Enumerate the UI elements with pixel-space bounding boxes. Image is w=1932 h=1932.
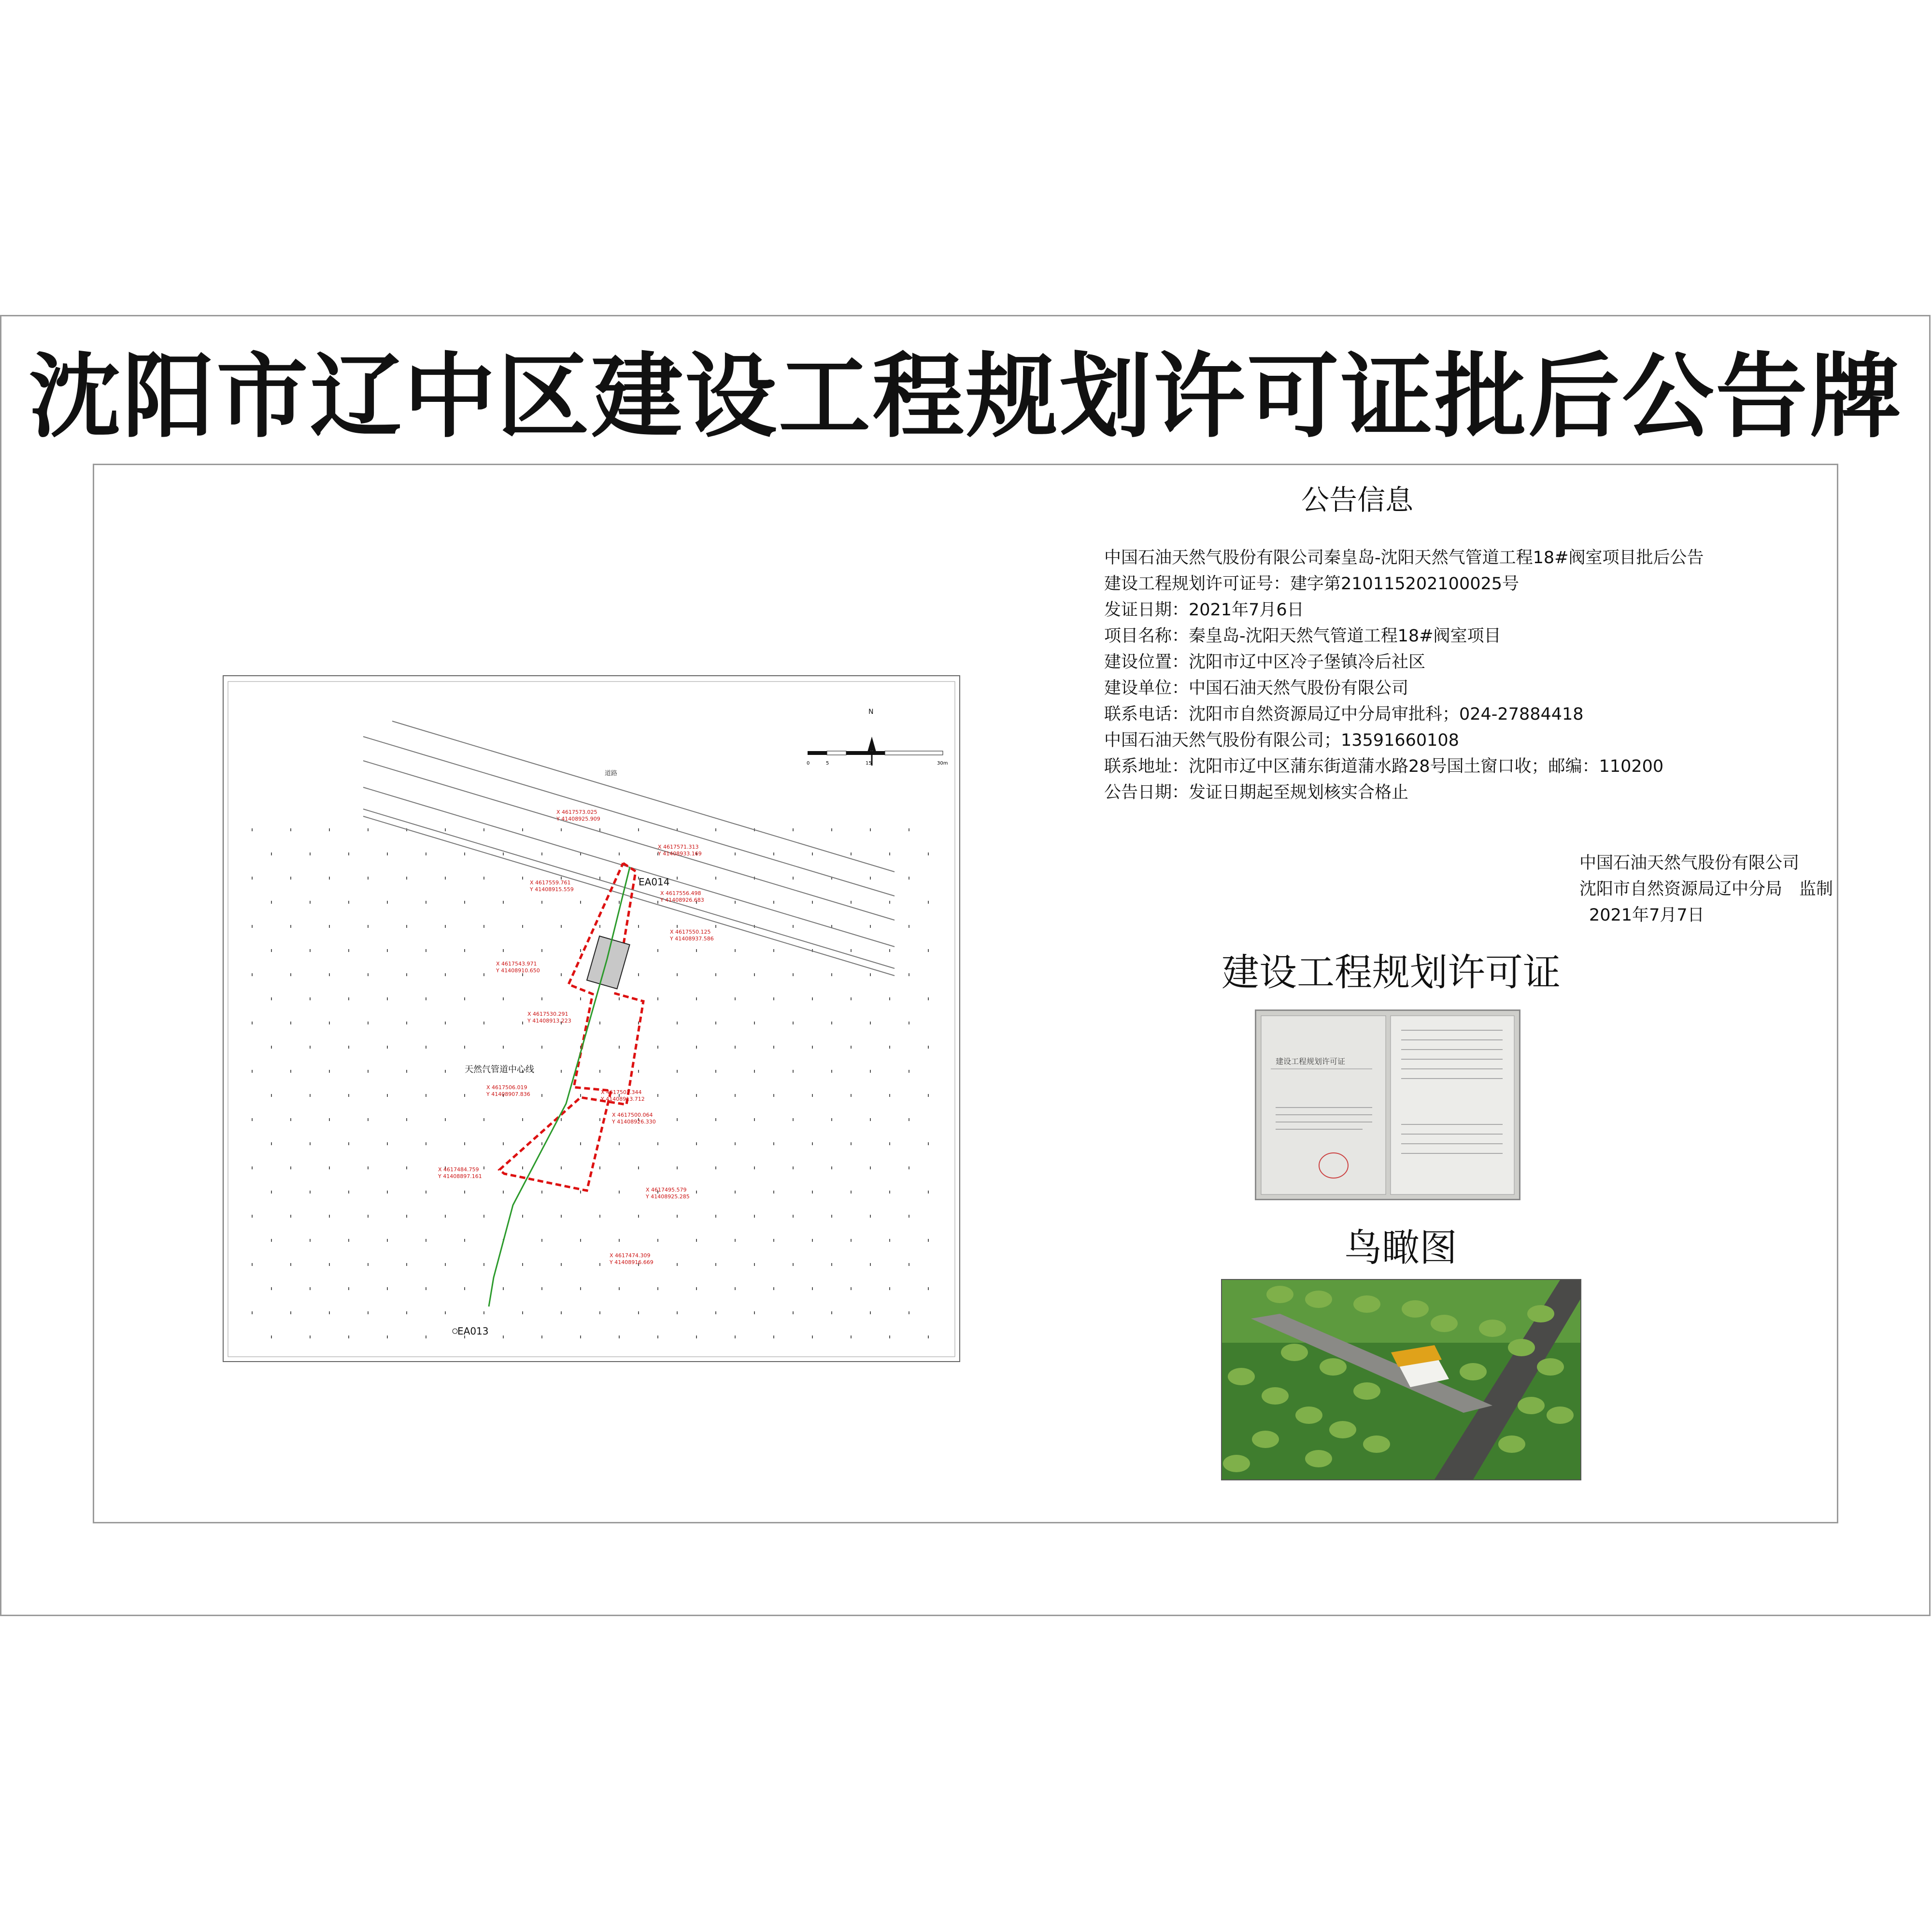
coord-y-9: Y 41408926.330 xyxy=(612,1119,656,1125)
info-line-notice-period: 公告日期：发证日期起至规划核实合格止 xyxy=(1104,783,1409,802)
info-line-announcement: 中国石油天然气股份有限公司秦皇岛-沈阳天然气管道工程18#阀室项目批后公告 xyxy=(1104,548,1704,568)
tree-icon xyxy=(1547,1406,1574,1424)
tree-icon xyxy=(1329,1421,1356,1438)
plan-inner-frame xyxy=(228,682,955,1357)
north-label: N xyxy=(868,708,874,716)
coord-x-8: X 4617503.344 xyxy=(601,1089,642,1095)
aerial-heading: 鸟瞰图 xyxy=(1344,1226,1457,1270)
scale-label-3: 30m xyxy=(937,761,948,766)
signoff-org-2: 沈阳市自然资源局辽中分局 监制 xyxy=(1579,880,1833,899)
aerial-render xyxy=(1222,1280,1580,1479)
permit-photo-image xyxy=(1256,1011,1519,1199)
tree-icon xyxy=(1431,1315,1458,1332)
info-line-location: 建设位置：沈阳市辽中区冷子堡镇冷后社区 xyxy=(1104,653,1426,672)
coord-y-5: Y 41408910.650 xyxy=(496,967,540,974)
aerial-view-image xyxy=(1221,1279,1581,1480)
scale-label-1: 5 xyxy=(826,761,829,766)
tree-icon xyxy=(1295,1406,1322,1424)
coord-y-6: Y 41408913.223 xyxy=(527,1018,571,1024)
board-title: 沈阳市辽中区建设工程规划许可证批后公告牌 xyxy=(28,343,1903,450)
tree-icon xyxy=(1508,1339,1535,1356)
coord-x-0: X 4617573.025 xyxy=(556,809,597,815)
permit-cover-title: 建设工程规划许可证 xyxy=(1276,1057,1346,1066)
info-line-builder: 建设单位：中国石油天然气股份有限公司 xyxy=(1104,679,1409,698)
tree-icon xyxy=(1252,1431,1279,1448)
site-plan-drawing xyxy=(218,669,966,1372)
tree-icon xyxy=(1402,1300,1429,1318)
notice-signoff xyxy=(1579,850,1850,928)
terrain-dot-grid xyxy=(252,828,928,1338)
coord-y-7: Y 41408907.836 xyxy=(486,1091,530,1097)
road-label: 道路 xyxy=(605,770,618,777)
coord-x-1: X 4617571.313 xyxy=(658,844,699,850)
info-line-company-phone: 中国石油天然气股份有限公司；13591660108 xyxy=(1104,731,1459,750)
permit-heading: 建设工程规划许可证 xyxy=(1221,951,1561,994)
tree-icon xyxy=(1228,1368,1255,1385)
pipeline-label: 天然气管道中心线 xyxy=(465,1065,534,1075)
station-bottom-label: EA013 xyxy=(457,1325,489,1337)
coord-x-5: X 4617543.971 xyxy=(496,961,537,967)
valve-room-building xyxy=(587,936,630,989)
signoff-org-1: 中国石油天然气股份有限公司 xyxy=(1579,853,1800,873)
info-line-project-name: 项目名称：秦皇岛-沈阳天然气管道工程18#阀室项目 xyxy=(1104,626,1501,646)
signoff-date: 2021年7月7日 xyxy=(1589,906,1705,925)
station-top-label: EA014 xyxy=(639,876,670,888)
notice-heading: 公告信息 xyxy=(1301,483,1413,516)
coord-y-12: Y 41408916.669 xyxy=(610,1259,653,1265)
coord-x-7: X 4617506.019 xyxy=(486,1084,527,1091)
tree-icon xyxy=(1281,1344,1308,1361)
coord-y-0: Y 41408925.909 xyxy=(556,816,600,822)
info-line-address: 联系地址：沈阳市辽中区蒲东街道蒲水路28号国土窗口收；邮编：110200 xyxy=(1104,757,1664,776)
coord-y-10: Y 41408897.161 xyxy=(438,1173,482,1179)
permit-photo xyxy=(1255,1009,1520,1200)
road-band xyxy=(363,721,895,976)
coordinate-callouts xyxy=(438,809,714,1265)
notice-info-list xyxy=(1104,545,1829,806)
coord-x-10: X 4617484.759 xyxy=(438,1166,479,1173)
tree-icon xyxy=(1537,1358,1564,1376)
coord-y-8: Y 41408913.712 xyxy=(601,1096,645,1102)
scale-label-2: 15 xyxy=(866,761,872,766)
tree-icon xyxy=(1518,1397,1545,1414)
tree-icon xyxy=(1320,1358,1347,1376)
coord-y-2: Y 41408915.559 xyxy=(530,886,574,893)
station-bottom-marker xyxy=(453,1329,457,1334)
scale-bar xyxy=(808,751,943,755)
coord-y-3: Y 41408926.683 xyxy=(660,897,704,903)
coord-x-11: X 4617495.579 xyxy=(646,1187,687,1193)
tree-icon xyxy=(1266,1286,1293,1303)
tree-icon xyxy=(1498,1435,1525,1453)
info-line-issue-date: 发证日期：2021年7月6日 xyxy=(1104,600,1304,620)
tree-icon xyxy=(1479,1320,1506,1337)
coord-y-1: Y 41408933.169 xyxy=(658,851,702,857)
tree-icon xyxy=(1305,1291,1332,1308)
coord-x-4: X 4617550.125 xyxy=(670,929,711,935)
tree-icon xyxy=(1305,1450,1332,1467)
tree-icon xyxy=(1353,1382,1380,1400)
tree-icon xyxy=(1353,1295,1380,1313)
coord-x-9: X 4617500.064 xyxy=(612,1112,653,1118)
info-line-permit-no: 建设工程规划许可证号：建字第210115202100025号 xyxy=(1104,574,1520,594)
tree-icon xyxy=(1262,1387,1289,1405)
tree-icon xyxy=(1223,1455,1250,1472)
tree-icon xyxy=(1527,1305,1554,1322)
coord-x-3: X 4617556.498 xyxy=(660,890,701,896)
tree-icon xyxy=(1460,1363,1487,1380)
coord-y-4: Y 41408937.586 xyxy=(670,936,714,942)
info-line-phone: 联系电话：沈阳市自然资源局辽中分局审批科；024-27884418 xyxy=(1104,705,1584,724)
scale-label-0: 0 xyxy=(807,761,810,766)
coord-x-6: X 4617530.291 xyxy=(527,1011,568,1017)
coord-x-12: X 4617474.309 xyxy=(610,1252,651,1259)
coord-y-11: Y 41408925.285 xyxy=(646,1193,690,1200)
coord-x-2: X 4617559.761 xyxy=(530,880,571,886)
site-boundary xyxy=(499,863,643,1191)
tree-icon xyxy=(1363,1435,1390,1453)
plan-frame xyxy=(223,676,960,1362)
